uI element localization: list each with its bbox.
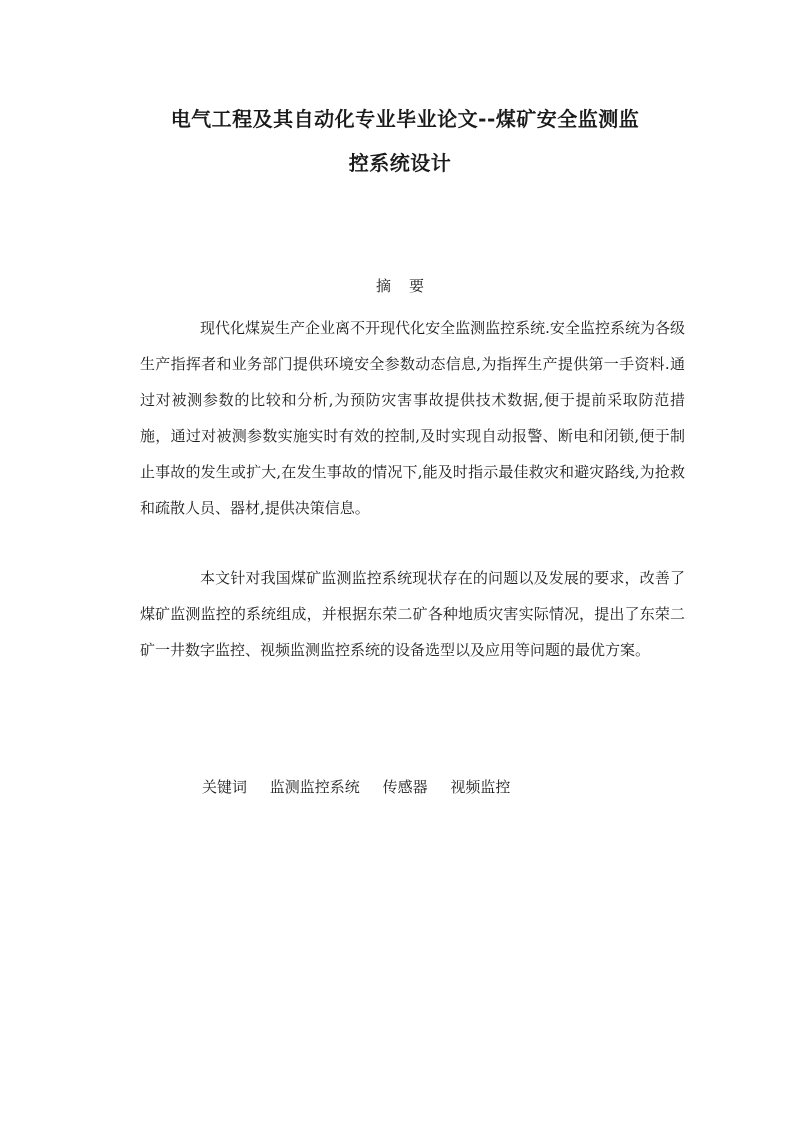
keywords-line: [202, 776, 528, 797]
abstract-heading-char-2: 要: [409, 277, 425, 295]
keyword-item: 监测监控系统: [269, 778, 360, 796]
keyword-item: 传感器: [382, 778, 428, 796]
keywords-label: 关键词: [202, 778, 248, 796]
keyword-item: 视频监控: [450, 778, 511, 796]
abstract-paragraph-1: 现代化煤炭生产企业离不开现代化安全监测监控系统.安全监控系统为各级生产指挥者和业务部门提供环境安全参数动态信息,为指挥生产提供第一手资料.通过对被测参数的比较和分析,为预防灾害事故提供技术数据,便于提前采取防范措施，通过对被测参数实施实时有效的控制,及时实现自动报警、断电和闭锁,便于制止事故的发生或扩大,在发生事故的情况下,能及时指示最佳救灾和避灾路线,为抢救和疏散人员、器材,提供决策信息。: [140, 319, 685, 517]
document-title-line-2: 控系统设计: [348, 151, 452, 175]
abstract-heading-char-1: 摘: [375, 277, 391, 295]
abstract-heading: [0, 275, 800, 296]
abstract-paragraph-2: 本文针对我国煤矿监测监控系统现状存在的问题以及发展的要求，改善了煤矿监测监控的系统组成，并根据东荣二矿各种地质灾害实际情况，提出了东荣二矿一井数字监控、视频监测监控系统的设备选型以及应用等问题的最优方案。: [140, 569, 685, 659]
document-title-line-1: 电气工程及其自动化专业毕业论文--煤矿安全监测监: [170, 107, 640, 131]
